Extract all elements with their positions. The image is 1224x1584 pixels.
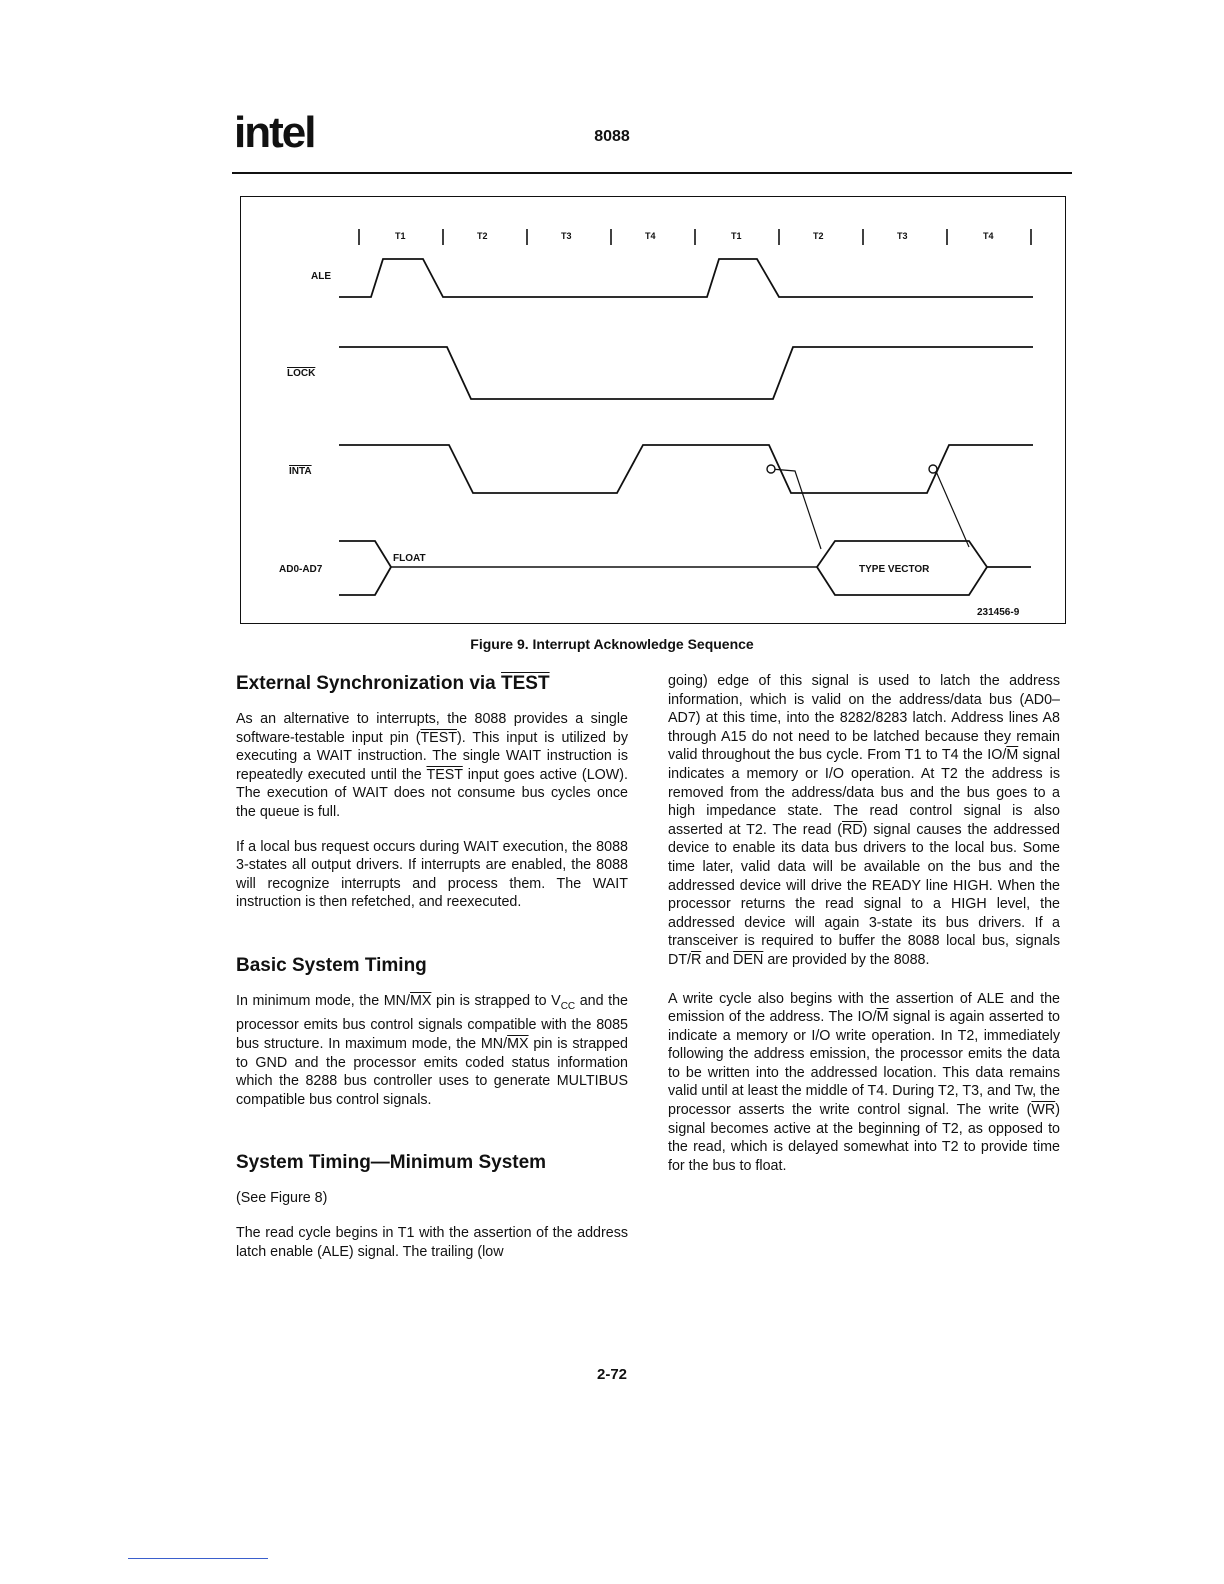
type-vector-label: TYPE VECTOR bbox=[859, 564, 930, 575]
paragraph-test-input: As an alternative to interrupts, the 8088 provides a single software-testable input pin (TEST). This input is utilized by executing a WAIT instruction. The single WAIT instruction is repeatedly executed until the TEST input goes active (LOW). The execution of WAIT does not consume bus cycles once the queue is full. bbox=[236, 711, 628, 820]
lock-waveform bbox=[339, 347, 1033, 399]
timing-arrows bbox=[771, 469, 969, 549]
t-label-7: T4 bbox=[983, 231, 994, 241]
page-number: 2-72 bbox=[596, 1366, 628, 1383]
heading-external-sync bbox=[236, 672, 628, 696]
heading-basic-timing: Basic System Timing bbox=[236, 954, 427, 976]
t-label-4: T1 bbox=[731, 231, 742, 241]
right-column bbox=[668, 672, 1060, 1191]
period-ticks bbox=[359, 229, 1031, 245]
t-label-6: T3 bbox=[897, 231, 908, 241]
paragraph-minimum-mode: In minimum mode, the $MN/\overline{MX}$ pin is strapped to $V_{CC}$ and the processor emits bus control signals compatible with the 8085 bus structure. In maximum mode, the $MN/\overline{MX}$ pin is strapped to GND and the processor emits coded status information which the 8288 bus controller uses to generate MULTIBUS compatible bus control signals. bbox=[236, 992, 628, 1108]
header-rule bbox=[232, 172, 1072, 174]
left-column bbox=[236, 672, 628, 1277]
t-label-2: T3 bbox=[561, 231, 572, 241]
t-label-1: T2 bbox=[477, 231, 488, 241]
signal-label-ale: ALE bbox=[311, 271, 331, 282]
timing-diagram-figure bbox=[240, 196, 1066, 624]
t-label-5: T2 bbox=[813, 231, 824, 241]
arrow-inta-to-vector bbox=[771, 469, 821, 549]
figure-caption: Figure 9. Interrupt Acknowledge Sequence bbox=[470, 636, 754, 652]
heading-minimum-system: System Timing—Minimum System bbox=[236, 1152, 547, 1174]
float-label: FLOAT bbox=[393, 553, 426, 564]
paragraph-see-figure: (See Figure 8) bbox=[236, 1190, 328, 1207]
timing-dot-2 bbox=[929, 465, 937, 473]
paragraph-read-cycle-cont: going) edge of this signal is used to latch the address information, which is valid on the address/data bus (AD0–AD7) at this time, into the 8282/8283 latch. Address lines A8 through A15 do not need to be latched because they remain valid throughout the bus cycle. From T1 to T4 the $IO/\overline{M}$ signal indicates a memory or I/O operation. At T2 the address is removed from the address/data bus and the bus goes to a high impedance state. The read control signal is also asserted at T2. The read $(\overline{RD})$ signal causes the addressed device to enable its data bus drivers to the local bus. Some time later, valid data will be available on the bus and the addressed device will drive the READY line HIGH. When the processor returns the read signal to a HIGH level, the addressed device will again 3-state its bus drivers. If a transceiver is required to buffer the 8088 local bus, signals $DT/\overline{R}$ and $\overline{DEN}$ are provided by the 8088. bbox=[668, 673, 1061, 968]
paragraph-write-cycle: A write cycle also begins with the assertion of ALE and the emission of the address. The $IO/\overline{M}$ signal is again asserted to indicate a memory or I/O write operation. In T2, immediately following the address emission, the processor emits the data to be written into the addressed location. This data remains valid until at least the middle of T4. During T2, T3, and Tw, the processor asserts the write control signal. The write $(\overline{WR})$ signal becomes active at the beginning of T2, as opposed to the read, which is delayed somewhat into T2 to provide time for the bus to float. bbox=[668, 990, 1060, 1174]
ad-bus-float-start bbox=[339, 541, 391, 595]
signal-label-inta: INTA bbox=[289, 466, 312, 477]
paragraph-bus-request: If a local bus request occurs during WAIT execution, the 8088 3-states all output drivers. If interrupts are enabled, the 8088 will recognize interrupts and process them. The WAIT instruction is then refetched, and reexecuted. bbox=[236, 838, 628, 911]
timing-dot-1 bbox=[767, 465, 775, 473]
ale-waveform bbox=[339, 259, 1033, 297]
heading-external-sync-test: TEST bbox=[501, 673, 550, 694]
arrow-vector-to-inta bbox=[935, 469, 969, 547]
signal-label-ad: AD0-AD7 bbox=[279, 564, 323, 575]
t-label-3: T4 bbox=[645, 231, 656, 241]
timing-diagram bbox=[241, 197, 1067, 625]
intel-logo: intel bbox=[234, 108, 315, 157]
figure-id: 231456-9 bbox=[977, 607, 1020, 618]
heading-external-sync-text: External Synchronization via bbox=[236, 673, 502, 694]
t-label-0: T1 bbox=[395, 231, 406, 241]
signal-label-lock: LOCK bbox=[287, 368, 316, 379]
page-header-title: 8088 bbox=[594, 128, 630, 145]
paragraph-read-cycle: The read cycle begins in T1 with the assertion of the address latch enable (ALE) signal. The trailing (low bbox=[236, 1224, 628, 1260]
footnote-rule bbox=[128, 1558, 268, 1559]
